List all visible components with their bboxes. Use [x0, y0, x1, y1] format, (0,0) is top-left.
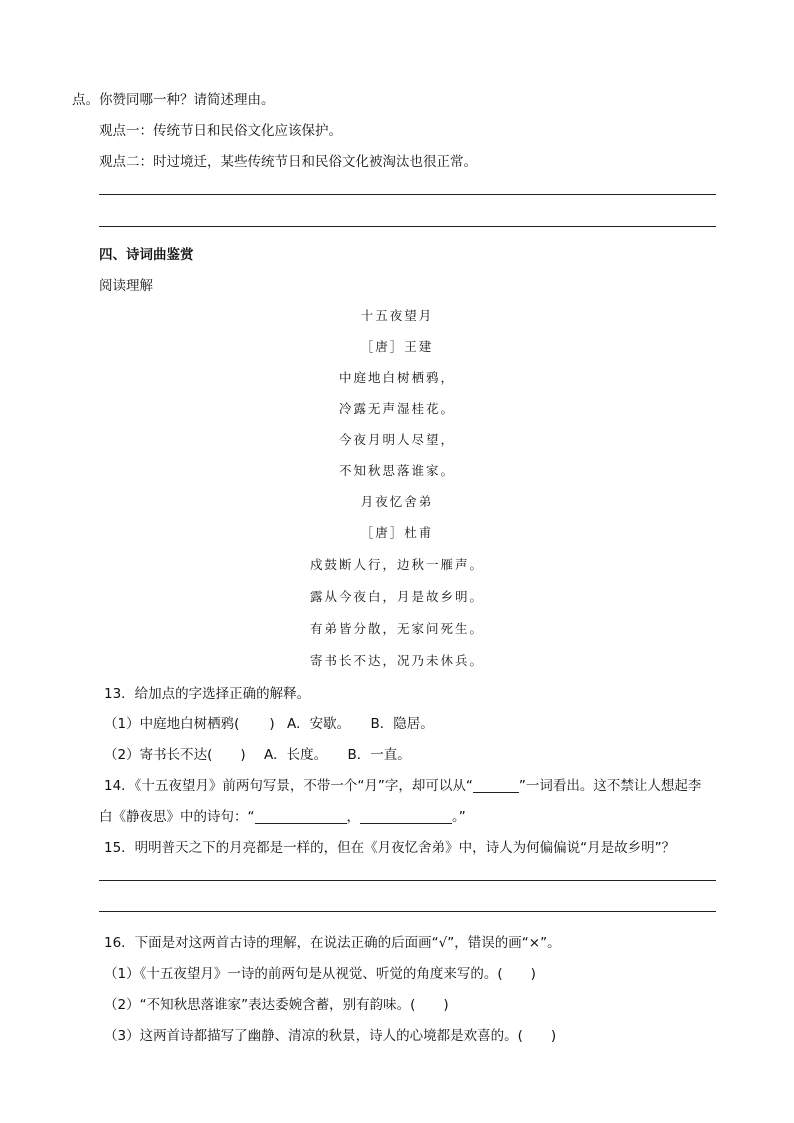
- option-b: B．隐居。: [370, 716, 434, 732]
- question-16-item-3: [104, 1024, 556, 1044]
- question-16-item-2: [104, 993, 449, 1013]
- item-text: （2）“不知秋思落谁家”表达委婉含蓄，别有韵味。(: [104, 997, 416, 1013]
- question-13-item-1: [104, 712, 434, 732]
- q14-text: ”一词看出。这不禁让人想起李: [518, 778, 702, 794]
- q14-text: 14．《十五夜望月》前两句写景，不带一个“月”字，却可以从“: [104, 778, 473, 794]
- paren-close: ): [269, 716, 275, 732]
- item-text: （1）中庭地白树栖鸦(: [104, 716, 240, 732]
- viewpoint-two: 观点二：时过境迁，某些传统节日和民俗文化被淘汰也很正常。: [99, 154, 477, 170]
- question-14-cont: [99, 805, 466, 825]
- poem-line: 中庭地白树栖鸦，: [338, 370, 455, 385]
- poem-line: 寄书长不达，况乃未休兵。: [309, 653, 484, 668]
- answer-line: [99, 194, 716, 195]
- item-text: （2）寄书长不达(: [104, 747, 213, 763]
- question-13: 13．给加点的字选择正确的解释。: [104, 686, 311, 702]
- item-text: （3）这两首诗都描写了幽静、清凉的秋景，诗人的心境都是欢喜的。(: [104, 1028, 523, 1044]
- question-14: [104, 774, 701, 794]
- question-15: 15．明明普天之下的月亮都是一样的，但在《月夜忆舍弟》中，诗人为何偏偏说“月是故乡明”？: [104, 840, 676, 856]
- poem-line: 今夜月明人尽望，: [338, 432, 455, 447]
- item-text: （1）《十五夜望月》一诗的前两句是从视觉、听觉的角度来写的。(: [104, 966, 503, 982]
- viewpoint-one: 观点一：传统节日和民俗文化应该保护。: [99, 123, 342, 139]
- fill-blank[interactable]: [255, 809, 347, 824]
- option-a: A．长度。: [263, 747, 328, 763]
- answer-line: [99, 911, 716, 912]
- section-subheading: 阅读理解: [99, 278, 153, 294]
- paren-close: ): [443, 997, 449, 1013]
- question-16: 16．下面是对这两首古诗的理解，在说法正确的后面画“√”，错误的画“×”。: [104, 935, 561, 951]
- poem-author: ［唐］王建: [360, 339, 434, 354]
- paren-close: ): [240, 747, 246, 763]
- intro-line: 点。你赞同哪一种？请简述理由。: [72, 92, 275, 108]
- option-b: B．一直。: [347, 747, 411, 763]
- fill-blank[interactable]: [360, 809, 452, 824]
- poem-line: 露从今夜白，月是故乡明。: [309, 589, 484, 604]
- section-heading: 四、诗词曲鉴赏: [99, 247, 194, 263]
- poem-line: 冷露无声湿桂花。: [338, 401, 455, 416]
- paren-close: ): [550, 1028, 557, 1044]
- paren-close: ): [530, 966, 536, 982]
- q14-text: 。”: [452, 809, 466, 825]
- option-a: A．安歇。: [286, 716, 351, 732]
- fill-blank[interactable]: [473, 778, 519, 793]
- poem-line: 有弟皆分散，无家问死生。: [309, 621, 484, 636]
- poem-title: 月夜忆舍弟: [360, 494, 434, 509]
- poem-line: 不知秋思落谁家。: [338, 463, 455, 478]
- q14-text: 白《静夜思》中的诗句：“: [99, 809, 255, 825]
- question-13-item-2: [104, 743, 411, 763]
- question-16-item-1: [104, 962, 536, 982]
- poem-line: 戍鼓断人行，边秋一雁声。: [309, 557, 484, 572]
- poem-author: ［唐］杜甫: [360, 525, 434, 540]
- answer-line: [99, 880, 716, 881]
- answer-line: [99, 226, 716, 227]
- poem-title: 十五夜望月: [360, 308, 434, 323]
- q14-text: ，: [346, 809, 360, 825]
